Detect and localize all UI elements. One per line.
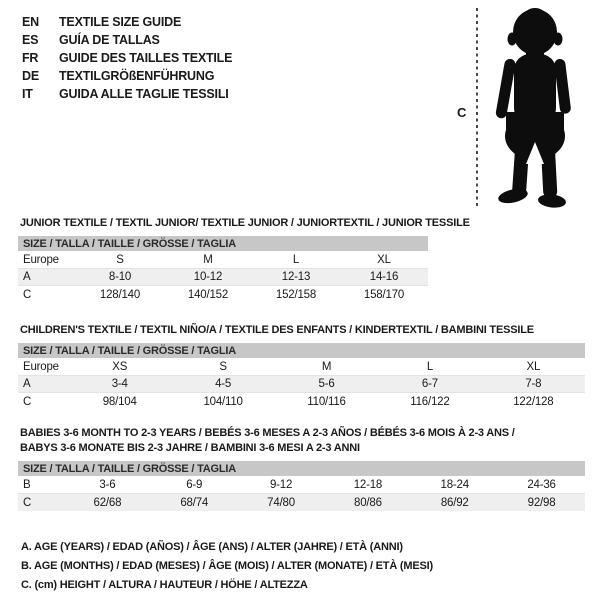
size-value-cell: S [219,361,227,373]
size-value-cell: 98/104 [102,395,137,408]
size-value-cell: 5-6 [318,378,335,390]
language-title: TEXTILE SIZE GUIDE [59,15,182,29]
size-value-cell: M [203,254,213,266]
babies-textile-section [18,426,585,511]
size-value-cell: 12-18 [353,479,383,491]
size-value-cell: 152/158 [275,288,317,301]
size-value-cell: 74/80 [267,496,295,509]
table-body [18,359,585,410]
size-value-cell: 6-7 [421,378,438,390]
size-value-cell: 128/140 [99,288,141,301]
size-value-cell: 62/68 [93,496,122,509]
size-value-cell: XS [112,361,128,373]
measure-legend [21,538,433,595]
language-title: GUIDE DES TAILLES TEXTILE [59,51,233,65]
language-row [22,13,232,31]
height-measure-dotted-line [476,8,478,206]
size-value-cell: 68/74 [180,496,209,509]
table-row [18,376,585,393]
table-row [18,477,585,494]
size-value-cell: 3-4 [111,378,128,390]
language-title: GUÍA DE TALLAS [59,33,160,47]
legend-line-a: A. AGE (YEARS) / EDAD (AÑOS) / ÂGE (ANS) / ALTER (JAHRE) / ETÀ (ANNI) [21,541,403,553]
size-value-cell: 80/86 [354,496,382,509]
language-code: DE [22,69,39,83]
junior-size-table [18,236,428,303]
row-label: Europe [23,254,59,266]
row-label: C [23,288,32,301]
size-value-cell: 12-13 [281,271,311,283]
size-value-cell: L [426,361,434,373]
size-value-cell: 122/128 [513,395,554,408]
language-code: ES [22,33,39,47]
size-figure [440,0,600,215]
size-value-cell: L [292,254,300,266]
row-label: C [23,496,32,509]
children-textile-section [18,323,585,410]
size-value-cell: 7-8 [525,378,542,390]
size-value-cell: 140/152 [187,288,229,301]
baby-silhouette-icon [482,6,588,210]
language-header [22,13,232,103]
language-code: EN [22,15,39,29]
language-row [22,67,232,85]
size-value-cell: 104/110 [203,395,243,408]
size-value-cell: 8-10 [108,271,132,283]
table-row [18,269,428,286]
table-title-line: JUNIOR TEXTILE / TEXTIL JUNIOR/ TEXTILE JUNIOR / JUNIORTEXTIL / JUNIOR TESSILE [20,217,470,229]
row-label: A [23,378,31,390]
table-title-line: BABYS 3-6 MONATE BIS 2-3 JAHRE / BAMBINI 3-6 MESI A 2-3 ANNI [20,442,360,454]
size-value-cell: 9-12 [269,479,293,491]
table-title-line: BABIES 3-6 MONTH TO 2-3 YEARS / BEBÉS 3-6 MESES A 2-3 AÑOS / BÉBÉS 3-6 MOIS À 2-3 ANS / [20,427,515,439]
table-row [18,252,428,269]
language-row [22,85,232,103]
language-code: FR [22,51,39,65]
size-value-cell: S [116,254,124,266]
legend-line-b: B. AGE (MONTHS) / EDAD (MESES) / ÂGE (MOIS) / ALTER (MONATE) / ETÀ (MESI) [21,560,433,572]
table-title-line: CHILDREN'S TEXTILE / TEXTIL NIÑO/A / TEXTILE DES ENFANTS / KINDERTEXTIL / BAMBINI TESSILE [20,324,534,336]
legend-line-c: C. (cm) HEIGHT / ALTURA / HAUTEUR / HÖHE / ALTEZZA [21,579,308,591]
babies-size-table [18,461,585,511]
table-title [20,216,470,231]
row-label: C [23,395,32,408]
table-title [20,323,585,338]
language-row [22,31,232,49]
size-value-cell: XL [526,361,541,373]
row-label: B [23,479,31,491]
size-value-cell: 110/116 [307,395,346,408]
size-value-cell: 6-9 [186,479,203,491]
size-value-cell: 86/92 [440,496,469,509]
table-body [18,477,585,511]
language-title: TEXTILGRÖßENFÜHRUNG [59,69,215,83]
size-value-cell: 92/98 [527,496,556,509]
size-value-cell: 3-6 [99,479,116,491]
size-value-cell: 14-16 [369,271,399,283]
row-label: Europe [23,361,59,373]
children-size-table [18,343,585,410]
size-value-cell: XL [377,254,391,266]
height-measure-label: C [457,105,467,120]
table-row [18,494,585,511]
size-value-cell: 10-12 [193,271,223,283]
junior-textile-section [18,216,470,303]
size-value-cell: 116/122 [410,395,450,408]
language-title: GUIDA ALLE TAGLIE TESSILI [59,87,229,101]
table-title [20,426,585,456]
table-body [18,252,428,303]
row-label: A [23,271,31,283]
table-row [18,286,428,303]
language-row [22,49,232,67]
size-value-cell: 4-5 [215,378,232,390]
size-header-bar: SIZE / TALLA / TAILLE / GRÖSSE / TAGLIA [18,461,585,477]
size-value-cell: M [321,361,332,373]
language-code: IT [22,87,33,101]
size-header-bar: SIZE / TALLA / TAILLE / GRÖSSE / TAGLIA [18,236,428,252]
table-row [18,359,585,376]
size-value-cell: 24-36 [527,479,556,491]
size-header-bar: SIZE / TALLA / TAILLE / GRÖSSE / TAGLIA [18,343,585,359]
table-row [18,393,585,410]
size-value-cell: 158/170 [363,288,405,301]
size-value-cell: 18-24 [440,479,469,491]
